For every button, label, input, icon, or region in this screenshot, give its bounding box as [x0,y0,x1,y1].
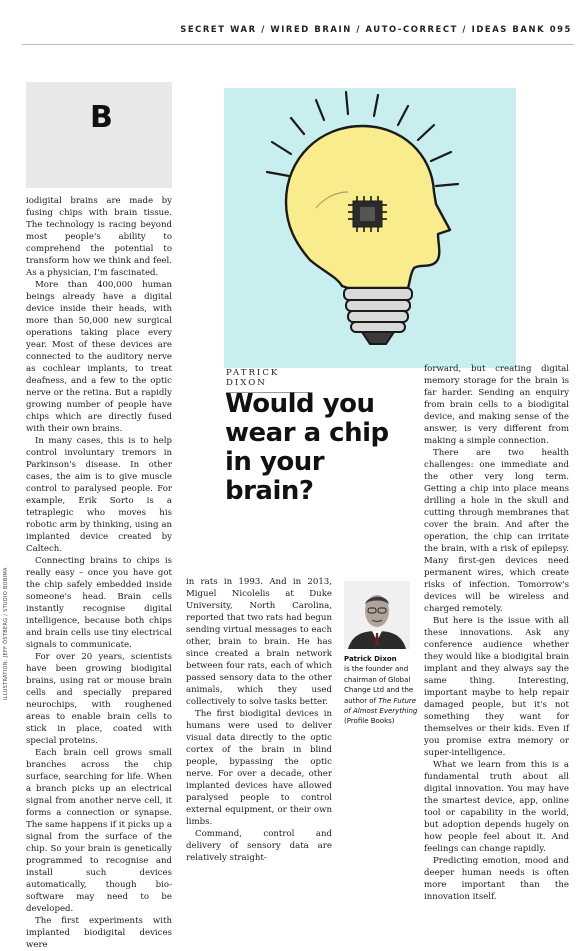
author-portrait-icon [344,581,410,649]
bio-name: Patrick Dixon [344,655,397,663]
paragraph: More than 400,000 human beings already have a digital device inside their heads, with more than 50,000 new surgical operations taking place every year. Most of these devices are connected to the auditory nerve as cochlear implants, to treat deafness, and a few to the optic nerve or the retina. But a rapidly growing number of people have chips which are directly fused with their own brains. [26,280,172,434]
bio-publisher: (Profile Books) [344,717,395,726]
paragraph: The first experiments with implanted biodigital devices were [26,916,172,950]
illustration [224,88,516,368]
paragraph: The first biodigital devices in humans were used to deliver visual data directly to the optic cortex of the brain in blind people, bypassing the optic nerve. For over a decade, other implanted devices have allowed paralysed people to control external equipment, or their own limbs. [186,709,332,827]
author-byline: PATRICK DIXON [226,368,310,393]
paragraph: For over 20 years, scientists have been growing biodigital brains, using rat or mouse brain cells and specially prepared neurochips, with roughened areas to enable brain cells to stick in place, coated with special proteins. [26,652,172,746]
author-photo [344,581,410,649]
illustration-credit: ILLUSTRATION: JEFF ÖSTBERG / STUDIO BOBIMA [3,567,9,700]
paragraph: There are two health challenges: one immediate and the other very long term. Getting a chip into place means drilling a hole in the skull and cutting through membranes that cover the brain. And after the operation, the chip can irritate the brain, with a risk of epilepsy. Many first-gen devices need permanent wires, which create risks of infection. Tomorrow's devices will be wireless and charged remotely. [424,448,569,614]
dropcap-letter: B [90,100,113,135]
paragraph: Connecting brains to chips is really easy – once you have got the chip safely embedded inside someone's head. Brain cells instantly recognise digital intelligence, because both chips and brain cells use tiny electrical signals to communicate. [26,556,172,650]
running-head: SECRET WAR / WIRED BRAIN / AUTO-CORRECT / IDEAS BANK 095 [180,24,572,34]
bulb-base [344,288,412,344]
paragraph: iodigital brains are made by fusing chips with brain tissue. The technology is racing beyond most people's ability to comprehend the potential to transform how we think and feel. As a physician, I'm fascinated. [26,196,172,278]
article-headline: Would you wear a chip in your brain? [225,389,389,506]
header-rule [22,44,574,45]
bio-text: is the founder and chairman of Global Change Ltd and the author of [344,665,414,705]
author-bio [344,654,418,727]
dropcap-box [26,82,172,188]
article-column-1 [26,195,172,950]
paragraph: Each brain cell grows small branches across the chip surface, searching for life. When a branch picks up an electrical signal from another nerve cell, it forms a connection or synapse. The same happens if it picks up a signal from the surface of the chip. So your brain is genetically programmed to recognise and install such devices automatically, though bio-software may need to be developed. [26,748,172,914]
paragraph: In many cases, this is to help control involuntary tremors in Parkinson's disease. In other cases, the aim is to give muscle control to paralysed people. For example, Erik Sorto is a tetraplegic who moves his robotic arm by thinking, using an implanted device created by Caltech. [26,436,172,554]
microchip-icon [348,196,387,232]
paragraph: Command, control and delivery of sensory data are relatively straight- [186,829,332,863]
paragraph: forward, but creating digital memory storage for the brain is far harder. Sending an enquiry from brain cells to a biodigital device, and making sense of the answer, is very different from making a simple connection. [424,364,569,446]
paragraph: What we learn from this is a fundamental truth about all digital innovation. You may have the smartest device, app, online tool or capability in the world, but adoption depends hugely on how people feel about it. And feelings can change rapidly. [424,760,569,854]
article-column-3 [424,363,569,902]
bio-book: The Future of Almost Everything [344,696,418,716]
light-bulb-head-icon [224,88,516,368]
paragraph: But here is the issue with all these innovations. Ask any conference audience whether they would like a biodigital brain implant and they always say the same thing. Interesting, important maybe to help repair damaged people, but it's not something they want for themselves or their kids. Even if you promise extra memory or super-intelligence. [424,616,569,758]
paragraph: Predicting emotion, mood and deeper human needs is often more important than the innovation itself. [424,856,569,902]
paragraph: in rats in 1993. And in 2013, Miguel Nicolelis at Duke University, North Carolina, reported that two rats had begun sending virtual messages to each other, brain to brain. He has since created a brain network between four rats, each of which passed sensory data to the other animals, which they used collectively to solve tasks better. [186,577,332,707]
article-column-2 [186,576,332,863]
